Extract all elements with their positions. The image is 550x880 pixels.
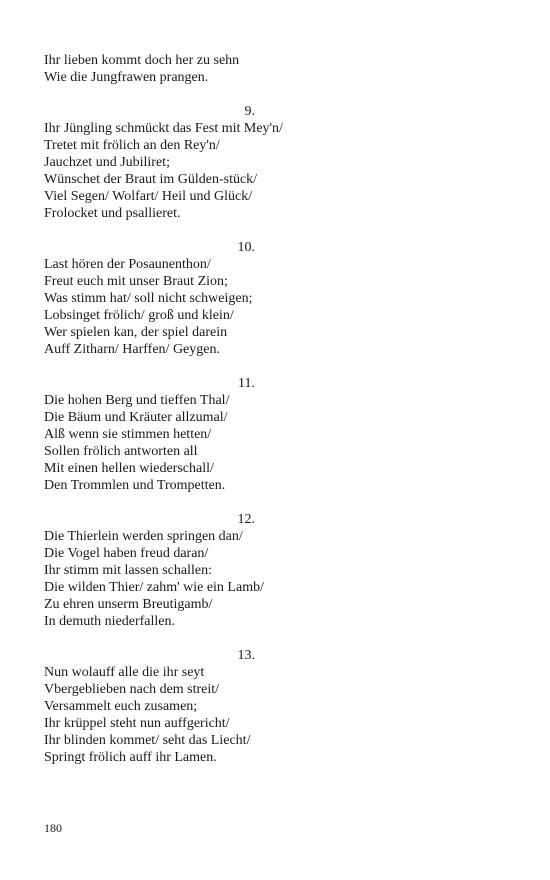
stanza-number: 12.	[237, 512, 255, 527]
poem-line: Wer spielen kan, der spiel darein	[44, 325, 228, 340]
poem-line: Ihr blinden kommet/ seht das Liecht/	[44, 733, 251, 748]
poem-line: Viel Segen/ Wolfart/ Heil und Glück/	[44, 189, 253, 204]
poem-line: Vbergeblieben nach dem streit/	[44, 682, 220, 697]
poem-line: Zu ehren unserm Breutigamb/	[44, 597, 213, 612]
poem-line: Ihr stimm mit lassen schallen:	[44, 563, 212, 578]
poem-line: In demuth niederfallen.	[44, 614, 176, 629]
stanza-intro	[44, 52, 504, 86]
poem-line: Die hohen Berg und tieffen Thal/	[44, 393, 230, 408]
poem-line: Den Trommlen und Trompetten.	[44, 478, 226, 493]
stanza-12	[44, 511, 504, 630]
poem-line: Freut euch mit unser Braut Zion;	[44, 274, 228, 289]
poem-line: Springt frölich auff ihr Lamen.	[44, 750, 217, 765]
stanza-number: 10.	[237, 240, 255, 255]
poem-line: Ihr lieben kommt doch her zu sehn	[44, 53, 240, 68]
poem-line: Versammelt euch zusamen;	[44, 699, 198, 714]
poem-line: Wünschet der Braut im Gülden-stück/	[44, 172, 258, 187]
poem-line: Was stimm hat/ soll nicht schweigen;	[44, 291, 253, 306]
poem-line: Die Thierlein werden springen dan/	[44, 529, 243, 544]
poem-line: Die wilden Thier/ zahm' wie ein Lamb/	[44, 580, 264, 595]
poem-line: Nun wolauff alle die ihr seyt	[44, 665, 205, 680]
stanza-number: 9.	[244, 104, 255, 119]
stanza-9	[44, 103, 504, 222]
poem-line: Ihr Jüngling schmückt das Fest mit Mey'n/	[44, 121, 283, 136]
poem-line: Last hören der Posaunenthon/	[44, 257, 211, 272]
poem-line: Die Bäum und Kräuter allzumal/	[44, 410, 228, 425]
poem-line: Jauchzet und Jubiliret;	[44, 155, 170, 170]
stanza-10	[44, 239, 504, 358]
stanza-number: 11.	[238, 376, 255, 391]
poem-line: Sollen frölich antworten all	[44, 444, 198, 459]
poem-line: Frolocket und psallieret.	[44, 206, 181, 221]
poem-text	[44, 52, 504, 783]
stanza-number: 13.	[237, 648, 255, 663]
page-number: 180	[44, 821, 62, 835]
poem-line: Alß wenn sie stimmen hetten/	[44, 427, 212, 442]
stanza-11	[44, 375, 504, 494]
poem-line: Ihr krüppel steht nun auffgericht/	[44, 716, 230, 731]
poem-line: Wie die Jungfrawen prangen.	[44, 70, 209, 85]
poem-line: Mit einen hellen wiederschall/	[44, 461, 214, 476]
poem-line: Auff Zitharn/ Harffen/ Geygen.	[44, 342, 220, 357]
poem-line: Die Vogel haben freud daran/	[44, 546, 209, 561]
stanza-13	[44, 647, 504, 766]
poem-line: Lobsinget frölich/ groß und klein/	[44, 308, 234, 323]
poem-line: Tretet mit frölich an den Rey'n/	[44, 138, 220, 153]
